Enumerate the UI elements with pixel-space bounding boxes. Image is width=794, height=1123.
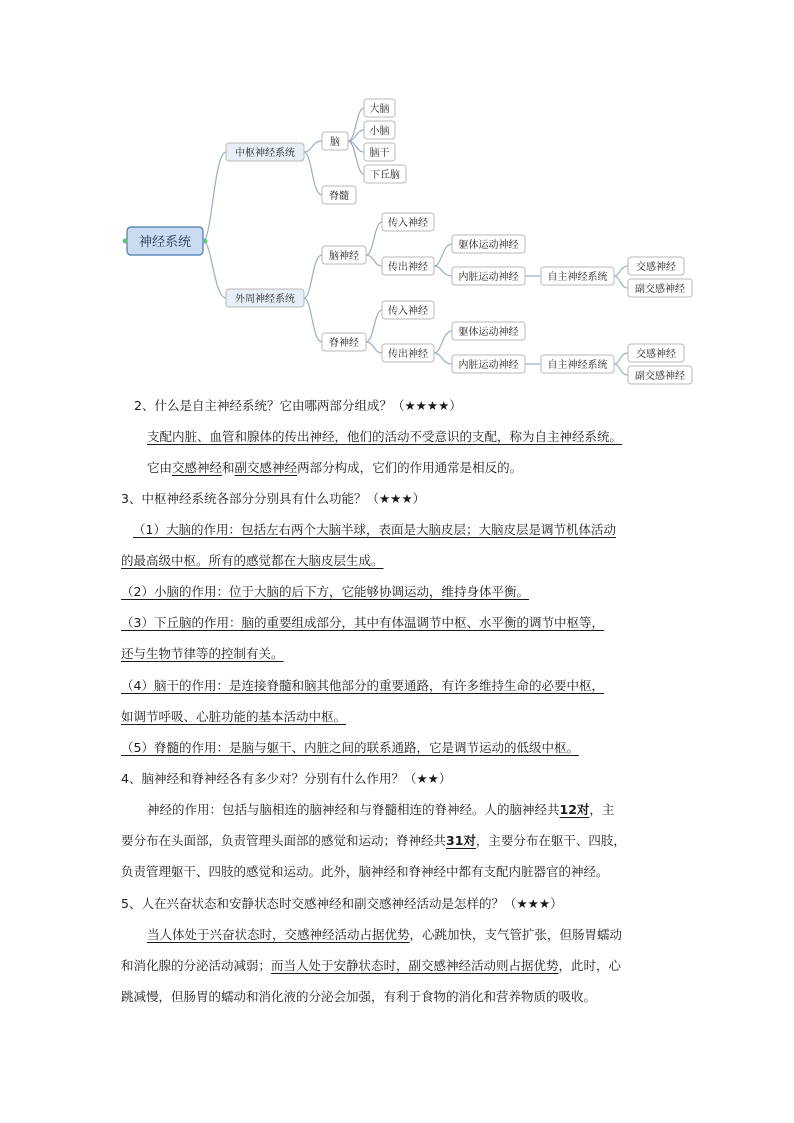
node-cranial-parasympathetic [628, 279, 692, 297]
svg-text:脑神经: 脑神经 [329, 251, 359, 262]
svg-text:副交感神经: 副交感神经 [635, 284, 685, 295]
q3-answer-line-8: （5）脊髓的作用：是脑与躯干、内脏之间的联系通路，它是调节运动的低级中枢。 [121, 740, 579, 755]
node-cranial-visceral [452, 267, 525, 285]
q2-title: 2、什么是自主神经系统？它由哪两部分组成？（★★★★） [134, 398, 462, 413]
node-cranial-somatic [452, 235, 525, 253]
svg-text:交感神经: 交感神经 [636, 349, 676, 360]
svg-text:脑干: 脑干 [369, 148, 390, 159]
q3-answer-line-7: 如调节呼吸、心脏功能的基本活动中枢。 [121, 709, 347, 724]
q2-answer-line-2: 它由交感神经和副交感神经两部分构成，它们的作用通常是相反的。 [147, 460, 523, 475]
q3-answer-line-5: 还与生物节律等的控制有关。 [121, 646, 284, 661]
svg-text:传入神经: 传入神经 [388, 306, 428, 317]
q3-answer-line-6: （4）脑干的作用：是连接脊髓和脑其他部分的重要通路，有许多维持生命的必要中枢， [121, 678, 604, 693]
node-spinal-parasympathetic [628, 366, 692, 384]
q5-answer-line-1: 当人体处于兴奋状态时，交感神经活动占据优势，心跳加快，支气管扩张，但肠胃蠕动 [147, 927, 623, 942]
node-spinal-afferent [382, 301, 434, 319]
q3-answer-line-2: 的最高级中枢。所有的感觉都在大脑皮层生成。 [121, 553, 384, 568]
svg-text:内脏运动神经: 内脏运动神经 [458, 272, 519, 283]
node-peripheral-nervous-system [226, 289, 304, 307]
node-spinal-nerves [322, 333, 366, 351]
q5-answer-line-3: 跳减慢，但肠胃的蠕动和消化液的分泌会加强，有利于食物的消化和营养物质的吸收。 [121, 989, 597, 1004]
svg-text:副交感神经: 副交感神经 [635, 371, 685, 382]
node-spinal-visceral [452, 355, 525, 373]
node-spinal-cord [322, 186, 356, 204]
svg-text:中枢神经系统: 中枢神经系统 [235, 148, 295, 159]
svg-text:传出神经: 传出神经 [388, 262, 428, 273]
q5-answer-line-2: 和消化腺的分泌活动减弱；而当人处于安静状态时，副交感神经活动则占据优势，此时，心 [121, 958, 622, 973]
svg-text:躯体运动神经: 躯体运动神经 [458, 327, 519, 338]
node-spinal-sympathetic [628, 344, 684, 362]
svg-text:脑: 脑 [330, 137, 340, 148]
svg-text:脊髓: 脊髓 [329, 191, 349, 202]
node-spinal-somatic [452, 322, 525, 340]
node-cranial-sympathetic [628, 257, 684, 275]
svg-text:交感神经: 交感神经 [636, 262, 676, 273]
svg-text:传入神经: 传入神经 [388, 218, 428, 229]
mindmap-root-label: 神经系统 [138, 235, 192, 250]
svg-text:下丘脑: 下丘脑 [370, 170, 400, 181]
q4-title: 4、脑神经和脊神经各有多少对？分别有什么作用？（★★） [121, 771, 452, 786]
q2-answer-line-1: 支配内脏、血管和腺体的传出神经，他们的活动不受意识的支配，称为自主神经系统。 [147, 429, 623, 444]
q5-title: 5、人在兴奋状态和安静状态时交感神经和副交感神经活动是怎样的？（★★★） [121, 896, 563, 911]
svg-text:传出神经: 传出神经 [388, 349, 428, 360]
q3-answer-line-3: （2）小脑的作用：位于大脑的后下方，它能够协调运动，维持身体平衡。 [121, 584, 529, 599]
node-cranial-nerves [322, 246, 366, 264]
svg-text:小脑: 小脑 [369, 126, 390, 137]
mindmap-root-node [123, 227, 208, 255]
node-cranial-efferent [382, 257, 434, 275]
svg-text:大脑: 大脑 [369, 104, 390, 115]
node-brain-part-1 [364, 99, 395, 117]
node-brain [322, 132, 348, 150]
node-cranial-afferent [382, 213, 434, 231]
node-central-nervous-system [226, 143, 304, 161]
node-spinal-autonomic [541, 355, 614, 373]
q3-title: 3、中枢神经系统各部分分别具有什么功能？（★★★） [121, 491, 426, 506]
svg-text:内脏运动神经: 内脏运动神经 [458, 360, 519, 371]
q4-answer-line-3: 负责管理躯干、四肢的感觉和运动。此外，脑神经和脊神经中都有支配内脏器官的神经。 [121, 864, 609, 879]
node-spinal-efferent [382, 344, 434, 362]
q3-answer-line-1: （1）大脑的作用：包括左右两个大脑半球，表面是大脑皮层；大脑皮层是调节机体活动 [133, 522, 616, 537]
q4-answer-line-1: 神经的作用：包括与脑相连的脑神经和与脊髓相连的脊神经。人的脑神经共12对，主 [147, 802, 615, 817]
q4-answer-line-2: 要分布在头面部，负责管理头面部的感觉和运动；脊神经共31对，主要分布在躯干、四肢， [121, 833, 626, 848]
node-cranial-autonomic [541, 267, 614, 285]
svg-text:自主神经系统: 自主神经系统 [547, 272, 608, 283]
q3-answer-line-4: （3）下丘脑的作用：脑的重要组成部分，其中有体温调节中枢、水平衡的调节中枢等， [121, 615, 604, 630]
node-brain-part-4 [364, 165, 406, 183]
svg-text:脊神经: 脊神经 [329, 338, 359, 349]
svg-text:自主神经系统: 自主神经系统 [547, 360, 608, 371]
node-brain-part-3 [364, 143, 395, 161]
nervous-system-mindmap [0, 0, 794, 392]
svg-text:外周神经系统: 外周神经系统 [235, 294, 295, 305]
svg-text:躯体运动神经: 躯体运动神经 [458, 240, 519, 251]
node-brain-part-2 [364, 121, 395, 139]
